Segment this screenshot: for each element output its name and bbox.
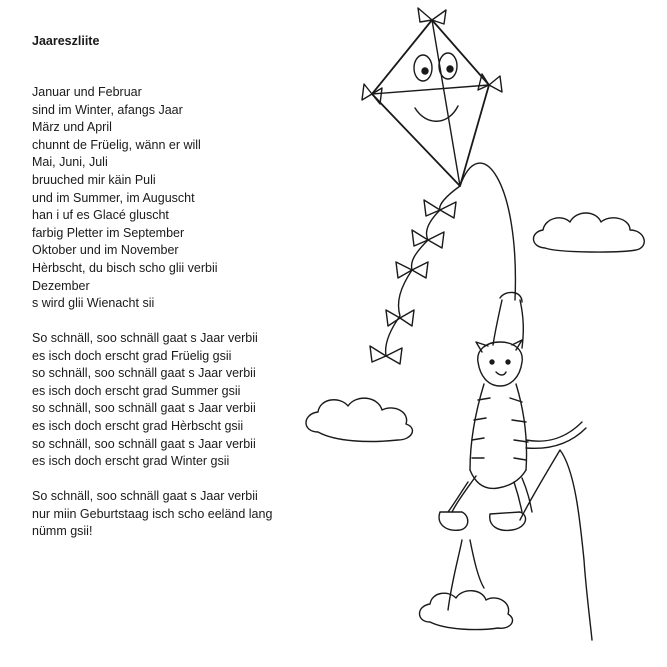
verse-line: nur miin Geburtstaag isch scho eeländ lang	[32, 506, 273, 521]
verse-line: Hèrbscht, du bisch scho glii verbii	[32, 260, 218, 275]
verse-line: Mai, Juni, Juli	[32, 155, 108, 170]
song-title: Jaareszliite	[32, 34, 100, 48]
verse-line: Oktober und im November	[32, 243, 179, 258]
verse-line: Januar und Februar	[32, 85, 142, 99]
verse-line: es isch doch erscht grad Summer gsii	[32, 383, 241, 398]
verse-line: han i uf es Glacé gluscht	[32, 208, 169, 223]
verse-line: so schnäll, soo schnäll gaat s Jaar verbii	[32, 401, 256, 416]
verse-line: nümm gsii!	[32, 524, 93, 539]
verse-line: bruuched mir käin Puli	[32, 172, 156, 187]
verse-line: so schnäll, soo schnäll gaat s Jaar verbii	[32, 366, 256, 381]
verse-line: So schnäll, soo schnäll gaat s Jaar verbii	[32, 331, 258, 345]
verse-line: es isch doch erscht grad Winter gsii	[32, 454, 230, 469]
verse-line: farbig Pletter im September	[32, 225, 185, 240]
tail-bow-icons	[370, 200, 456, 364]
verse-line: sind im Winter, afangs Jaar	[32, 102, 183, 117]
verse-line: So schnäll, soo schnäll gaat s Jaar verbii	[32, 489, 258, 503]
cloud-right-icon	[533, 213, 644, 252]
cat-icon	[439, 292, 586, 530]
verse-line: s wird glii Wienacht sii	[32, 296, 155, 311]
verse-line: so schnäll, soo schnäll gaat s Jaar verbii	[32, 436, 256, 451]
verse-line: es isch doch erscht grad Hèrbscht gsii	[32, 418, 244, 433]
verse-line: chunnt de Früelig, wänn er will	[32, 137, 201, 152]
kite-icon	[362, 8, 502, 186]
verse-line: es isch doch erscht grad Früelig gsii	[32, 348, 232, 363]
cloud-left-icon	[306, 398, 412, 441]
verse-line: Dezember	[32, 278, 90, 293]
kite-string	[460, 163, 515, 300]
cloud-bottom-icon	[420, 591, 513, 630]
verse-line: und im Summer, im Auguscht	[32, 190, 195, 205]
verse-line: März und April	[32, 120, 112, 135]
